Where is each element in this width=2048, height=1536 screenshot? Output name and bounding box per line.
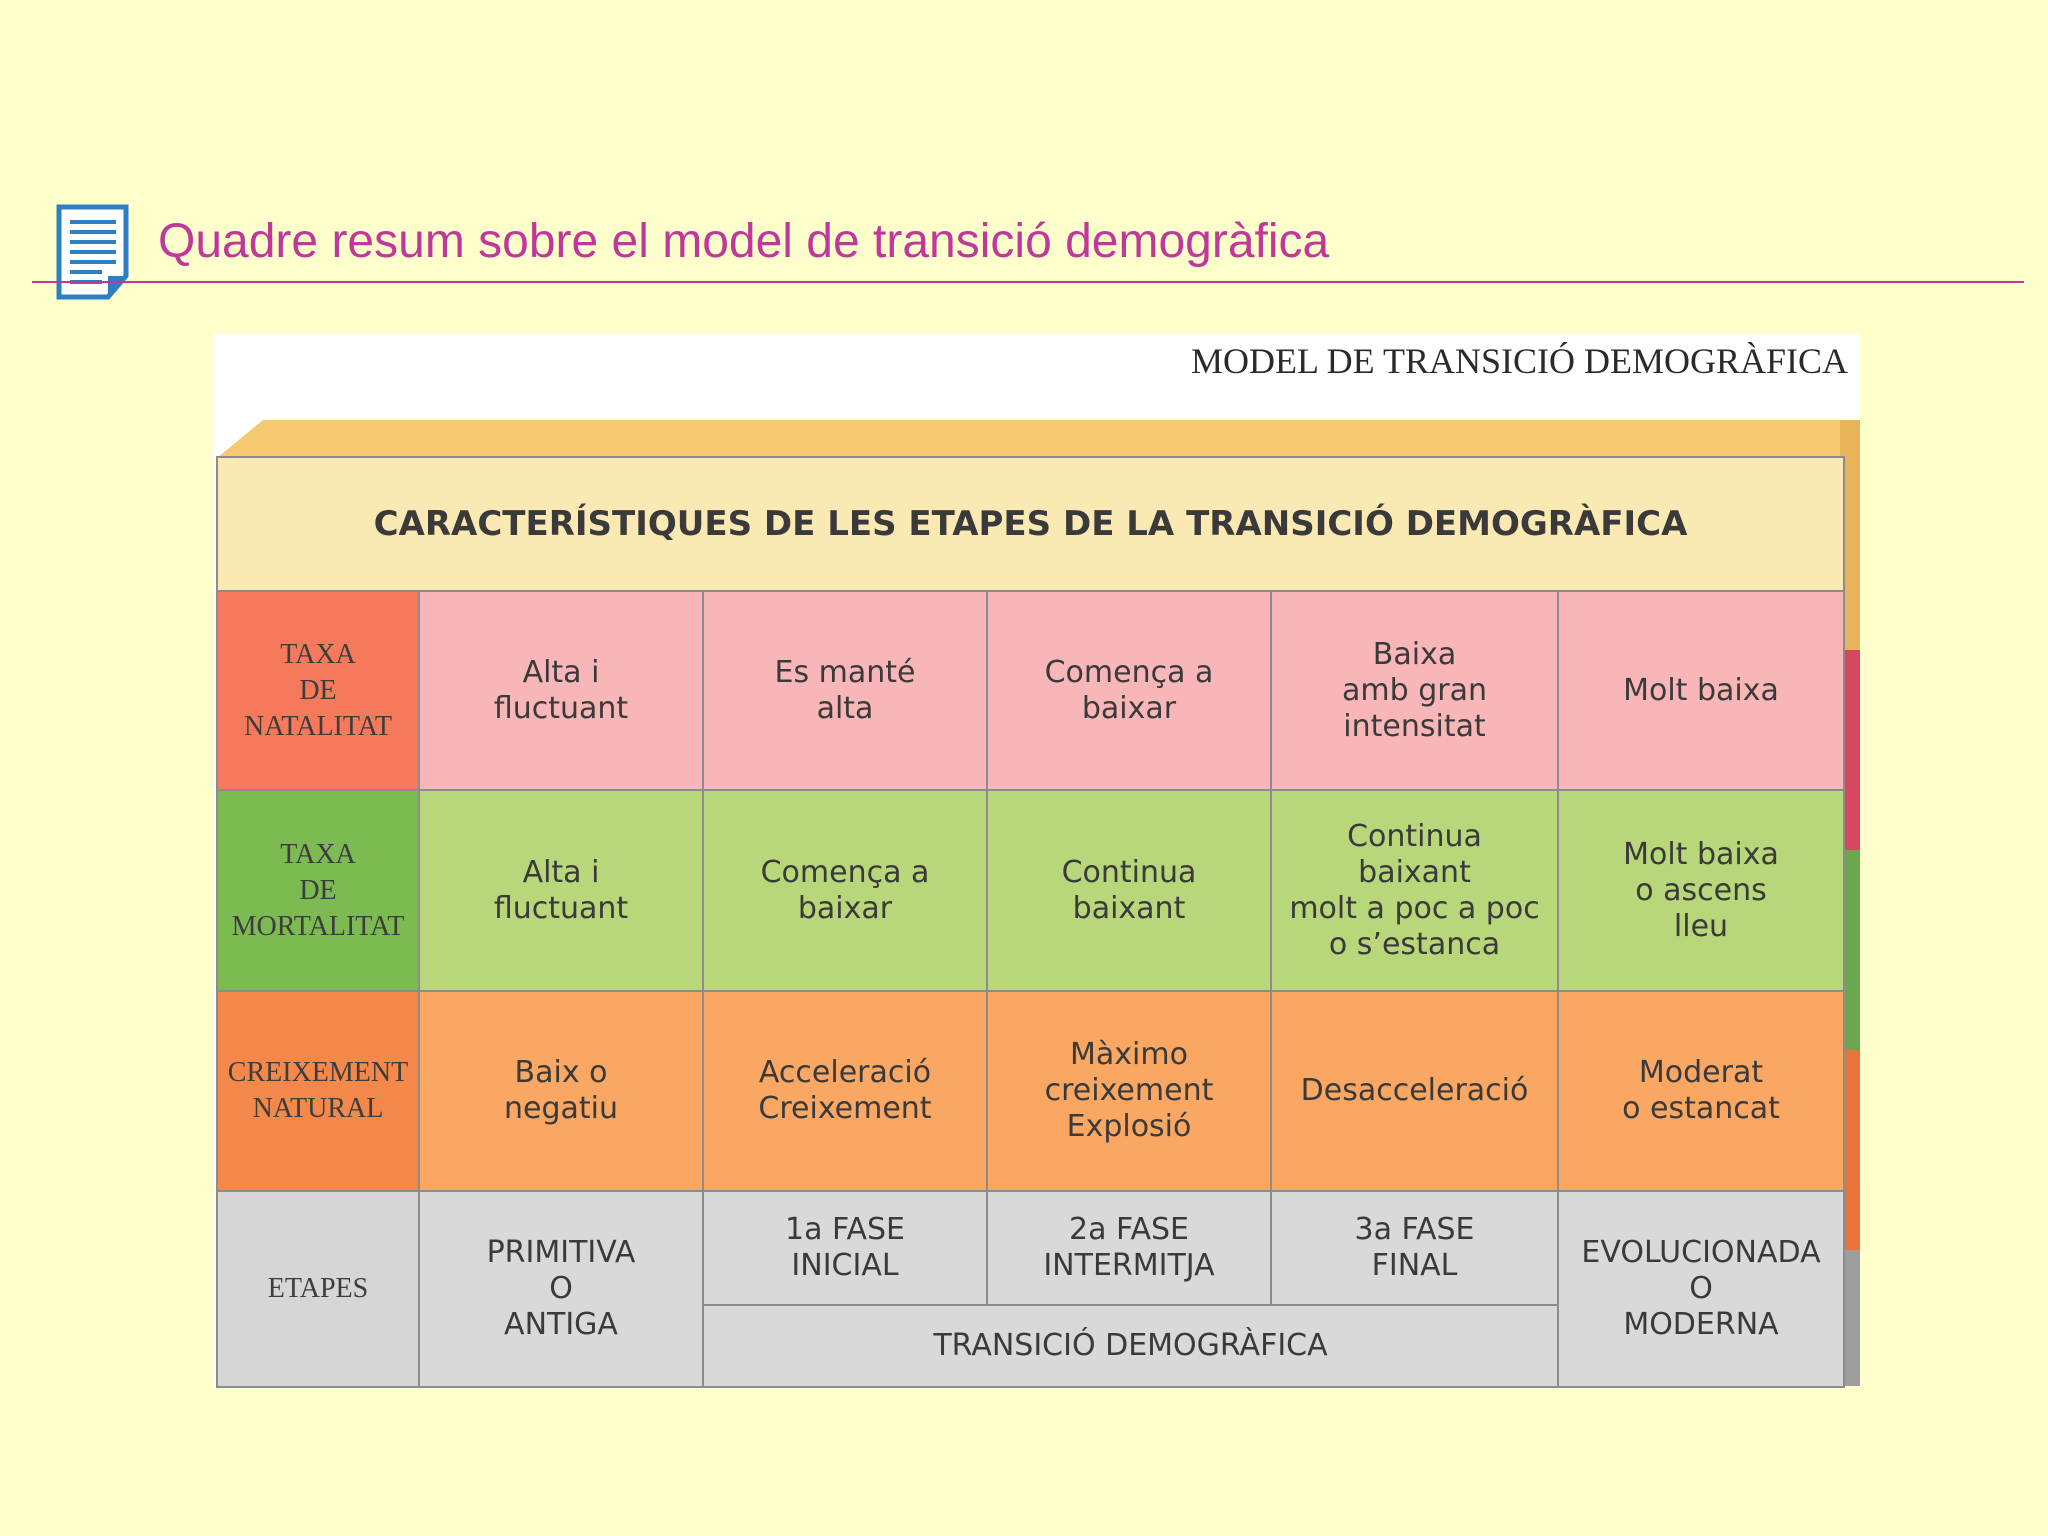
cell-creixement-3: Màximo creixement Explosió	[987, 991, 1271, 1191]
cell-natalitat-5: Molt baixa	[1558, 591, 1844, 790]
box-top-face	[217, 420, 1857, 458]
row-label-etapes: ETAPES	[217, 1191, 419, 1387]
cell-creixement-4: Desacceleració	[1271, 991, 1558, 1191]
cell-etapa-fase2: 2a FASE INTERMITJA	[987, 1191, 1271, 1305]
cell-mortalitat-5: Molt baixa o ascens lleu	[1558, 790, 1844, 991]
cell-mortalitat-2: Comença a baixar	[703, 790, 987, 991]
title-divider	[32, 281, 2024, 283]
table-row-etapes	[217, 1191, 1844, 1305]
cell-transicio-demografica: TRANSICIÓ DEMOGRÀFICA	[703, 1305, 1558, 1387]
slide-title: Quadre resum sobre el model de transició demogràfica	[158, 215, 1330, 268]
cell-etapa-fase3: 3a FASE FINAL	[1271, 1191, 1558, 1305]
cell-creixement-2: Acceleració Creixement	[703, 991, 987, 1191]
cell-mortalitat-4: Continua baixant molt a poc a poc o s’estanca	[1271, 790, 1558, 991]
table-row-mortalitat	[217, 790, 1844, 991]
row-label-natalitat: TAXA DE NATALITAT	[217, 591, 419, 790]
cell-etapa-primitiva: PRIMITIVA O ANTIGA	[419, 1191, 703, 1387]
cell-creixement-5: Moderat o estancat	[1558, 991, 1844, 1191]
figure-caption: MODEL DE TRANSICIÓ DEMOGRÀFICA	[1190, 341, 1848, 381]
table-header: CARACTERÍSTIQUES DE LES ETAPES DE LA TRANSICIÓ DEMOGRÀFICA	[217, 457, 1844, 591]
cell-natalitat-3: Comença a baixar	[987, 591, 1271, 790]
cell-natalitat-4: Baixa amb gran intensitat	[1271, 591, 1558, 790]
characteristics-table	[216, 456, 1845, 1388]
document-icon	[56, 204, 132, 300]
cell-natalitat-2: Es manté alta	[703, 591, 987, 790]
table-row-natalitat	[217, 591, 1844, 790]
cell-mortalitat-3: Continua baixant	[987, 790, 1271, 991]
table-row-creixement	[217, 991, 1844, 1191]
cell-etapa-fase1: 1a FASE INICIAL	[703, 1191, 987, 1305]
row-label-creixement: CREIXEMENT NATURAL	[217, 991, 419, 1191]
cell-creixement-1: Baix o negatiu	[419, 991, 703, 1191]
cell-natalitat-1: Alta i fluctuant	[419, 591, 703, 790]
transition-model-figure	[214, 334, 1860, 1386]
cell-mortalitat-1: Alta i fluctuant	[419, 790, 703, 991]
row-label-mortalitat: TAXA DE MORTALITAT	[217, 790, 419, 991]
cell-etapa-evolucionada: EVOLUCIONADA O MODERNA	[1558, 1191, 1844, 1387]
